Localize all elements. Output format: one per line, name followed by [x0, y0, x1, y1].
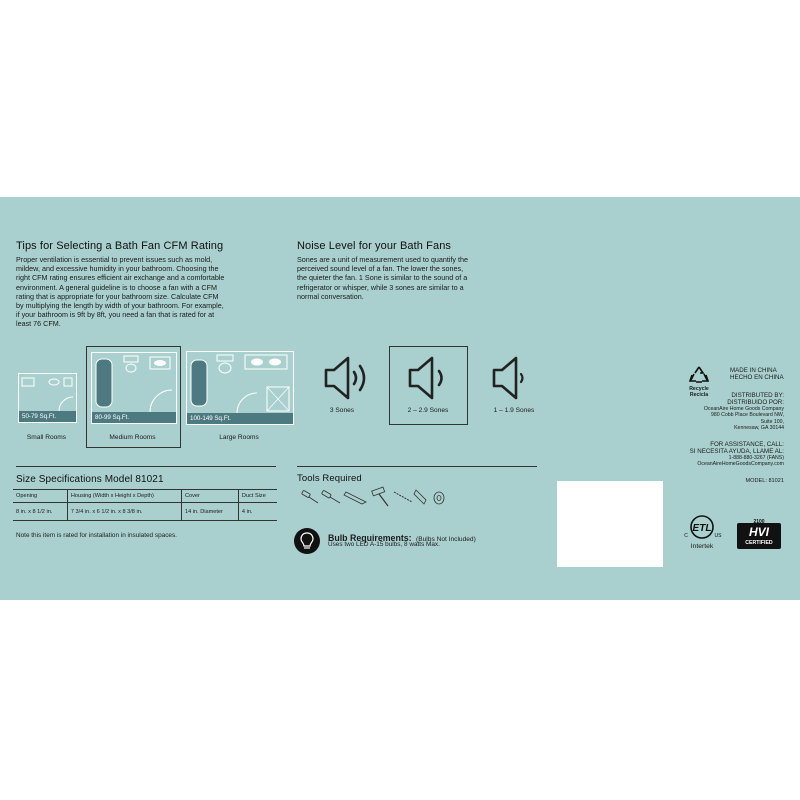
lightbulb-icon	[293, 527, 321, 555]
etl-mark-icon	[682, 514, 722, 542]
sone-level-1: 1 – 1.9 Sones	[493, 407, 535, 414]
floorplan-medium-icon	[92, 353, 176, 412]
room-medium-size: 80-99 Sq.Ft.	[92, 412, 176, 423]
hvi-text: HVI	[748, 525, 769, 539]
spec-value-duct: 4 in.	[241, 508, 253, 515]
spec-header-row	[13, 490, 277, 503]
spec-header-housing: Housing (Width x Height x Depth)	[67, 490, 181, 503]
spec-header-cover: Cover	[181, 490, 238, 503]
spec-value-cover: 14 in. Diameter	[181, 503, 238, 521]
spec-header-opening: Opening	[13, 490, 67, 503]
spec-note: Note this item is rated for installation in insulated spaces.	[16, 532, 177, 539]
room-medium-caption: Medium Rooms	[109, 434, 156, 441]
specs-title: Size Specifications Model 81021	[16, 474, 164, 485]
floorplan-small-icon	[19, 374, 76, 411]
hvi-year: 2100	[753, 519, 765, 525]
room-large	[186, 351, 294, 425]
spec-value-row	[13, 503, 277, 521]
wire-stripper-icon	[414, 490, 426, 504]
made-in-label: MADE IN CHINA HECHO EN CHINA	[730, 367, 784, 382]
speaker-quiet-icon	[486, 352, 536, 404]
hammer-icon	[372, 487, 388, 506]
tools-title: Tools Required	[297, 473, 362, 484]
sone-level-2: 2 – 2.9 Sones	[407, 407, 449, 414]
room-large-size: 100-149 Sq.Ft.	[187, 413, 293, 424]
room-large-caption: Large Rooms	[219, 434, 259, 441]
model-label: MODEL: 81021	[745, 478, 784, 484]
bulb-title: Bulb Requirements:	[328, 533, 412, 543]
floorplan-large-icon	[187, 352, 293, 413]
recycle-icon	[688, 365, 710, 385]
etl-us-text: US	[714, 533, 722, 539]
etl-c-text: C	[684, 533, 688, 539]
tips-title: Tips for Selecting a Bath Fan CFM Rating	[16, 240, 224, 252]
label-placeholder	[557, 481, 663, 567]
tape-icon	[434, 492, 444, 504]
screwdriver-flat-icon	[302, 490, 318, 503]
screwdriver-phillips-icon	[322, 490, 340, 503]
sone-level-3: 3 Sones	[329, 407, 355, 414]
divider-tools	[297, 466, 537, 467]
spec-value-housing: 7 3/4 in. x 6 1/2 in. x 8 3/8 in.	[67, 503, 181, 521]
hvi-certified: CERTIFIED	[745, 540, 773, 546]
speaker-loud-icon	[318, 352, 374, 404]
assistance-block: FOR ASSISTANCE, CALL: SI NECESITA AYUDA, LLAME AL: 1-888-880-3267 (FANS) OceanAireHomeGoodsCompany.com	[689, 441, 784, 468]
etl-mark-text: ETL	[692, 523, 712, 534]
noise-text: Sones are a unit of measurement used to quantify the perceived sound level of a fan. The lower the sones, the quieter the fan. 1 Sone is similar to the sound of a refrigerator or whisper, while 3 sones are similar to a normal conversation.	[297, 255, 469, 301]
tips-text: Proper ventilation is essential to prevent issues such as mold, mildew, and excessive humidity in your bathroom. Choosing the right CFM rating ensures efficient air exchange and a comfortable environment. A general guideline is to choose a fan with a CFM rating that is appropriate for your bathroom size. Calculate CFM by multiplying the length by width of your bathroom. For example, if your bathroom is 9ft by 8ft, you need a fan that is rated for at least 76 CFM.	[16, 255, 225, 329]
drill-bit-icon	[394, 492, 412, 502]
distributor-block: DISTRIBUTED BY: DISTRIBUIDO POR: OceanAire Home Goods Company 980 Cobb Place Boulevard NW, Suite 100, Kennesaw, GA 30144	[703, 392, 784, 432]
room-small-caption: Small Rooms	[26, 434, 67, 441]
room-small	[18, 373, 77, 423]
spec-table	[13, 489, 277, 521]
spec-value-opening: 8 in. x 8 1/2 in.	[13, 503, 67, 521]
room-small-size: 50-79 Sq.Ft.	[19, 411, 76, 422]
noise-title: Noise Level for your Bath Fans	[297, 240, 452, 252]
recycle-label: Recycle Recicla	[689, 386, 709, 399]
bulb-subtitle: (Bulbs Not Included)	[416, 536, 476, 543]
bulb-text: Uses two LED A-15 bulbs, 8 watts Max.	[328, 541, 440, 548]
hvi-badge	[737, 519, 781, 549]
intertek-label: Intertek	[690, 543, 714, 550]
tools-icons	[298, 486, 448, 510]
divider-specs	[16, 466, 276, 467]
room-medium	[91, 352, 177, 424]
speaker-medium-icon	[402, 352, 458, 404]
spec-header-duct: Duct Size	[241, 493, 266, 499]
utility-knife-icon	[344, 492, 366, 504]
